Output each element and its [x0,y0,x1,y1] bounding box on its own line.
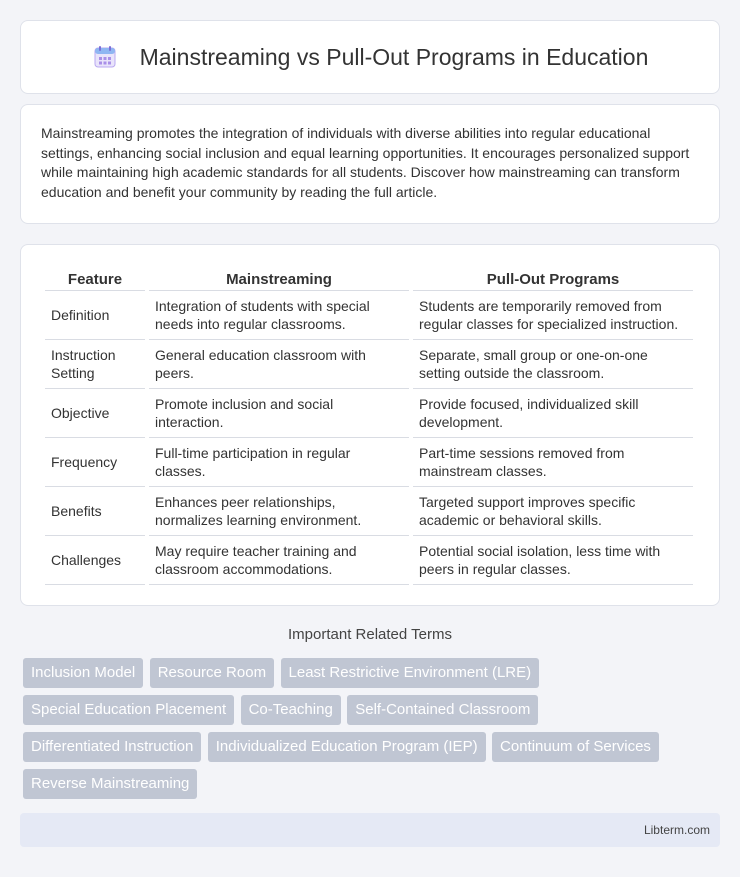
table-row [45,536,693,585]
row-pullout: Potential social isolation, less time with peers in regular classes. [413,536,693,585]
row-feature: Objective [45,389,145,438]
related-term-tag[interactable]: Resource Room [150,658,274,688]
table-header-row [45,265,693,291]
footer [20,813,720,847]
related-term-tag[interactable]: Least Restrictive Environment (LRE) [281,658,540,688]
header-feature: Feature [45,265,145,291]
row-feature: Instruction Setting [45,340,145,389]
row-mainstreaming: Promote inclusion and social interaction. [149,389,409,438]
row-pullout: Provide focused, individualized skill development. [413,389,693,438]
row-pullout: Separate, small group or one-on-one setting outside the classroom. [413,340,693,389]
table-row [45,389,693,438]
row-feature: Definition [45,291,145,340]
table-row [45,438,693,487]
row-mainstreaming: Integration of students with special needs into regular classrooms. [149,291,409,340]
header-mainstreaming: Mainstreaming [149,265,409,291]
row-feature: Frequency [45,438,145,487]
related-term-tag[interactable]: Individualized Education Program (IEP) [208,732,486,762]
row-pullout: Students are temporarily removed from regular classes for specialized instruction. [413,291,693,340]
related-term-tag[interactable]: Special Education Placement [23,695,234,725]
page-title: Mainstreaming vs Pull-Out Programs in Education [139,43,649,70]
title-card [20,20,720,94]
related-term-tag[interactable]: Inclusion Model [23,658,143,688]
row-mainstreaming: May require teacher training and classroom accommodations. [149,536,409,585]
row-feature: Benefits [45,487,145,536]
related-term-tag[interactable]: Reverse Mainstreaming [23,769,197,799]
table-row [45,340,693,389]
comparison-table [41,265,697,585]
related-terms-title: Important Related Terms [288,626,452,643]
row-pullout: Targeted support improves specific academic or behavioral skills. [413,487,693,536]
header-pullout: Pull-Out Programs [413,265,693,291]
row-feature: Challenges [45,536,145,585]
row-mainstreaming: Full-time participation in regular classes. [149,438,409,487]
calendar-icon [92,44,118,70]
related-term-tag[interactable]: Differentiated Instruction [23,732,201,762]
row-mainstreaming: Enhances peer relationships, normalizes learning environment. [149,487,409,536]
intro-card [20,104,720,224]
related-term-tag[interactable]: Continuum of Services [492,732,659,762]
comparison-table-card [20,244,720,606]
related-terms-list [23,658,723,806]
related-term-tag[interactable]: Co-Teaching [241,695,341,725]
intro-text: Mainstreaming promotes the integration of individuals with diverse abilities into regular educational settings, enhancing social inclusion and equal learning opportunities. It encourages personalized support while maintaining high academic standards for all students. Discover how mainstreaming can transform education and benefit your community by reading the full article. [41,125,690,200]
row-pullout: Part-time sessions removed from mainstream classes. [413,438,693,487]
table-row [45,487,693,536]
footer-brand-link[interactable]: Libterm.com [643,823,710,837]
table-row [45,291,693,340]
row-mainstreaming: General education classroom with peers. [149,340,409,389]
related-term-tag[interactable]: Self-Contained Classroom [347,695,538,725]
